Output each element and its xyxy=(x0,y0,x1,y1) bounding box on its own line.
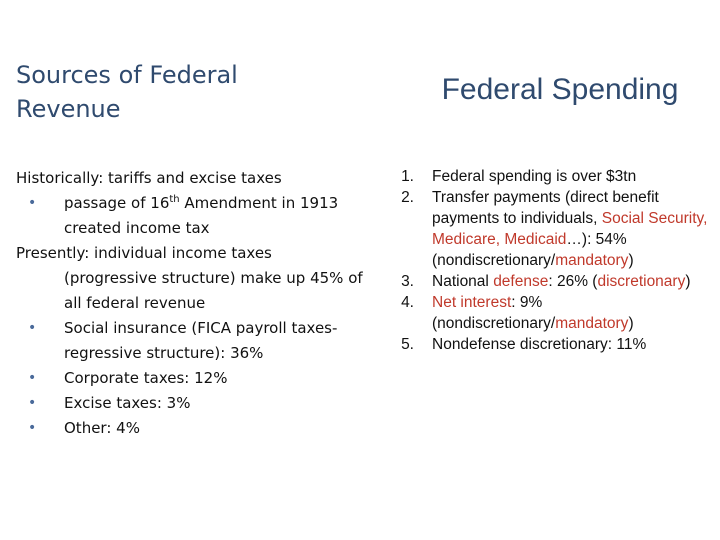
amendment-text-a: passage of 16 xyxy=(64,194,170,212)
spending-list xyxy=(388,166,708,355)
item-text: : 26% ( xyxy=(548,273,598,290)
presently-text: Presently: individual income taxes xyxy=(16,244,272,262)
item-text: Nondefense discretionary: 11% xyxy=(432,336,647,353)
bullet-icon: • xyxy=(28,320,37,336)
social-text-2: regressive structure): 36% xyxy=(64,344,264,362)
item-number: 4. xyxy=(401,294,414,311)
spending-title: Federal Spending xyxy=(441,73,679,106)
progressive-text-1: (progressive structure) make up 45% of xyxy=(64,269,363,287)
bullet-other xyxy=(16,416,366,441)
item-text: ) xyxy=(685,273,691,290)
list-item xyxy=(388,187,708,271)
bullet-social xyxy=(16,316,366,341)
item-text: National xyxy=(432,273,494,290)
list-item xyxy=(388,292,708,334)
progressive-text-2: all federal revenue xyxy=(64,294,206,312)
amendment-text-b: Amendment in 1913 xyxy=(179,194,339,212)
bullet-corporate xyxy=(16,366,366,391)
item-highlight: defense xyxy=(493,273,549,290)
item-text: ) xyxy=(628,252,634,269)
social-text-1: Social insurance (FICA payroll taxes- xyxy=(64,319,338,337)
bullet-amendment xyxy=(16,191,366,216)
item-text: : 9% (nondiscretionary/ xyxy=(432,294,556,332)
item-text: Federal spending is over $3tn xyxy=(432,168,637,185)
amendment-text-c: created income tax xyxy=(64,219,210,237)
revenue-title xyxy=(16,58,336,126)
bullet-icon: • xyxy=(28,420,37,436)
item-highlight: mandatory xyxy=(555,252,629,269)
item-number: 1. xyxy=(401,168,414,185)
item-highlight: mandatory xyxy=(555,315,629,332)
other-text: Other: 4% xyxy=(64,419,140,437)
item-number: 2. xyxy=(401,189,414,206)
revenue-body xyxy=(16,166,366,441)
historically-text: Historically: tariffs and excise taxes xyxy=(16,169,282,187)
bullet-excise xyxy=(16,391,366,416)
item-highlight: Social Security, Medicare, Medicaid xyxy=(432,210,708,248)
item-text: Transfer payments (direct benefit payments to individuals, xyxy=(432,189,659,227)
item-text: …): 54% (nondiscretionary/ xyxy=(432,231,627,269)
list-item xyxy=(388,334,708,355)
amendment-sup: th xyxy=(169,194,180,205)
corporate-text: Corporate taxes: 12% xyxy=(64,369,228,387)
list-item xyxy=(388,166,708,187)
item-highlight: discretionary xyxy=(597,273,686,290)
bullet-icon: • xyxy=(28,370,37,386)
excise-text: Excise taxes: 3% xyxy=(64,394,191,412)
revenue-title-line-1: Sources of Federal xyxy=(16,61,238,89)
item-text: ) xyxy=(628,315,634,332)
item-highlight: Net interest xyxy=(432,294,512,311)
list-item xyxy=(388,271,708,292)
bullet-icon: • xyxy=(28,395,37,411)
bullet-icon: • xyxy=(28,195,37,211)
item-number: 3. xyxy=(401,273,414,290)
item-number: 5. xyxy=(401,336,414,353)
revenue-title-line-2: Revenue xyxy=(16,95,121,123)
